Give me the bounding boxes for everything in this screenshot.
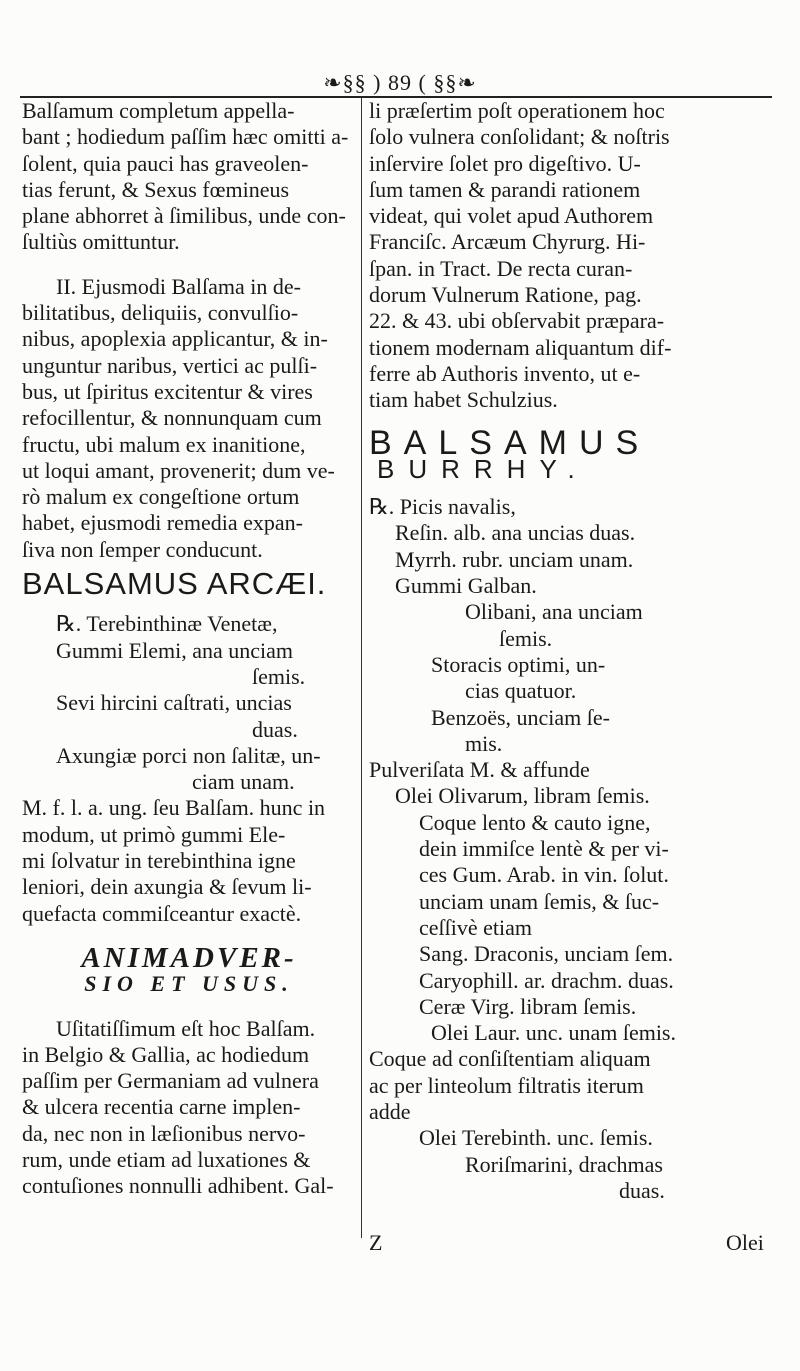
recipe-line: Caryophill. ar. drachm. duas. [419, 967, 674, 993]
recipe-line: Olibani, ana unciam [465, 599, 643, 625]
text-line: li præſertim poſt operationem hoc [369, 98, 665, 123]
text-line: ſolent, quia pauci has graveolen- [22, 150, 309, 176]
recipe-line: M. f. l. a. ung. ſeu Balſam. hunc in [22, 795, 326, 821]
recipe-line: modum, ut primò gummi Ele- [22, 821, 286, 847]
recipe-line: unciam unam ſemis, & ſuc- [419, 888, 660, 914]
recipe-line: leniori, dein axungia & ſevum li- [22, 874, 312, 900]
text-line: videat, qui volet apud Authorem [369, 203, 654, 229]
recipe-line: Axungiæ porci non ſalitæ, un- [56, 742, 321, 768]
text-line: da, nec non in læſionibus nervo- [22, 1120, 306, 1146]
recipe-line: ac per linteolum filtratis iterum [369, 1072, 644, 1098]
recipe-line: Coque lento & cauto igne, [419, 809, 651, 835]
section-heading-burrhy: BURRHY. [377, 453, 589, 484]
recipe-line: Olei Laur. unc. unam ſemis. [431, 1020, 676, 1046]
text-line: habet, ejusmodi remedia expan- [22, 510, 304, 536]
recipe-line: Myrrh. rubr. unciam unam. [395, 546, 634, 572]
recipe-line: Ceræ Virg. libram ſemis. [419, 993, 637, 1019]
recipe-line: duas. [252, 716, 298, 742]
text-line: bus, ut ſpiritus excitentur & vires [22, 378, 313, 404]
text-line: dorum Vulnerum Ratione, pag. [369, 282, 642, 308]
text-line: ſum tamen & parandi rationem [369, 176, 641, 202]
recipe-line: cias quatuor. [465, 678, 577, 704]
catchword: Olei [726, 1230, 764, 1255]
right-column [369, 98, 774, 1204]
text-line: Uſitatiſſimum eſt hoc Balſam. [56, 1015, 316, 1041]
recipe-line: quefacta commiſceantur exactè. [22, 900, 302, 926]
text-line: tionem modernam aliquantum dif- [369, 334, 672, 360]
recipe-line: adde [369, 1098, 411, 1124]
text-line: ſpan. in Tract. De recta curan- [369, 255, 633, 281]
section-subheading-usus: SIO ET USUS. [84, 971, 294, 997]
text-line: fructu, ubi malum ex inanitione, [22, 431, 306, 457]
recipe-line: ces Gum. Arab. in vin. ſolut. [419, 862, 669, 888]
text-line: nibus, apoplexia applicantur, & in- [22, 326, 328, 352]
text-line: in Belgio & Gallia, ac hodiedum [22, 1041, 310, 1067]
text-line: rò malum ex congeſtione ortum [22, 484, 300, 510]
section-heading-balsamus-arcaei: BALSAMUS ARCÆI. [22, 566, 327, 602]
text-line: inſervire ſolet pro digeſtivo. U- [369, 150, 641, 176]
text-line: tias ferunt, & Sexus fœmineus [22, 176, 290, 202]
text-line: plane abhorret à ſimilibus, unde con- [22, 203, 346, 229]
recipe-line: dein immiſce lentè & per vi- [419, 836, 669, 862]
text-line: contuſiones nonnulli adhibent. Gal- [22, 1173, 334, 1199]
recipe-line: duas. [619, 1177, 665, 1203]
text-line: ferre ab Authoris invento, ut e- [369, 360, 641, 386]
recipe-line: ceſſivè etiam [419, 914, 532, 940]
text-line: & ulcera recentia carne implen- [22, 1094, 301, 1120]
recipe-line: Olei Olivarum, libram ſemis. [395, 783, 650, 809]
recipe-line: Sang. Draconis, unciam ſem. [419, 941, 674, 967]
text-line: paſſim per Germaniam ad vulnera [22, 1068, 319, 1094]
text-line: tiam habet Schulzius. [369, 387, 558, 413]
text-line: bilitatibus, deliquiis, convulſio- [22, 300, 299, 326]
text-line: 22. & 43. ubi obſervabit præpara- [369, 308, 665, 334]
spacer [22, 256, 356, 274]
recipe-line: ſemis. [252, 663, 306, 689]
text-line: Franciſc. Arcæum Chyrurg. Hi- [369, 229, 646, 255]
text-line: rum, unde etiam ad luxationes & [22, 1146, 311, 1172]
recipe-line: ℞. Terebinthinæ Venetæ, [56, 611, 278, 637]
text-line: II. Ejusmodi Balſama in de- [56, 273, 301, 299]
recipe-line: ℞. Picis navalis, [369, 494, 516, 520]
recipe-line: ciam unam. [192, 769, 295, 795]
recipe-line: Benzoës, unciam ſe- [431, 704, 610, 730]
text-line: Balſamum completum appella- [22, 98, 295, 123]
column-divider [361, 98, 362, 1238]
recipe-line: Olei Terebinth. unc. ſemis. [419, 1125, 653, 1151]
recipe-line: Roriſmarini, drachmas [465, 1151, 663, 1177]
recipe-line: Gummi Galban. [395, 573, 537, 599]
recipe-line: ſemis. [499, 625, 553, 651]
text-line: bant ; hodiedum paſſim hæc omitti a- [22, 124, 349, 150]
recipe-line: Reſin. alb. ana uncias duas. [395, 520, 636, 546]
text-line: ut loqui amant, provenerit; dum ve- [22, 457, 335, 483]
recipe-line: Pulveriſata M. & affunde [369, 757, 590, 783]
recipe-line: Coque ad conſiſtentiam aliquam [369, 1046, 651, 1072]
recipe-line: mi ſolvatur in terebinthina igne [22, 848, 296, 874]
text-line: unguntur naribus, vertici ac pulſi- [22, 352, 318, 378]
text-line: ſultiùs omittuntur. [22, 229, 180, 255]
text-line: ſiva non ſemper conducunt. [22, 536, 263, 562]
section-heading-animadversio: ANIMADVER- [81, 941, 297, 974]
recipe-line: mis. [465, 730, 503, 756]
recipe-line: Sevi hircini caſtrati, uncias [56, 690, 292, 716]
recipe-line: Gummi Elemi, ana unciam [56, 637, 294, 663]
text-line: ſolo vulnera conſolidant; & noſtris [369, 124, 670, 150]
section-heading-balsamus: BALSAMUS [369, 423, 651, 462]
left-column [22, 98, 356, 1200]
page-header-folio: ❧§§ ) 89 ( §§❧ [323, 70, 477, 95]
recipe-line: Storacis optimi, un- [431, 651, 606, 677]
signature-mark: Z [369, 1230, 383, 1255]
text-line: refocillentur, & nonnunquam cum [22, 405, 322, 431]
